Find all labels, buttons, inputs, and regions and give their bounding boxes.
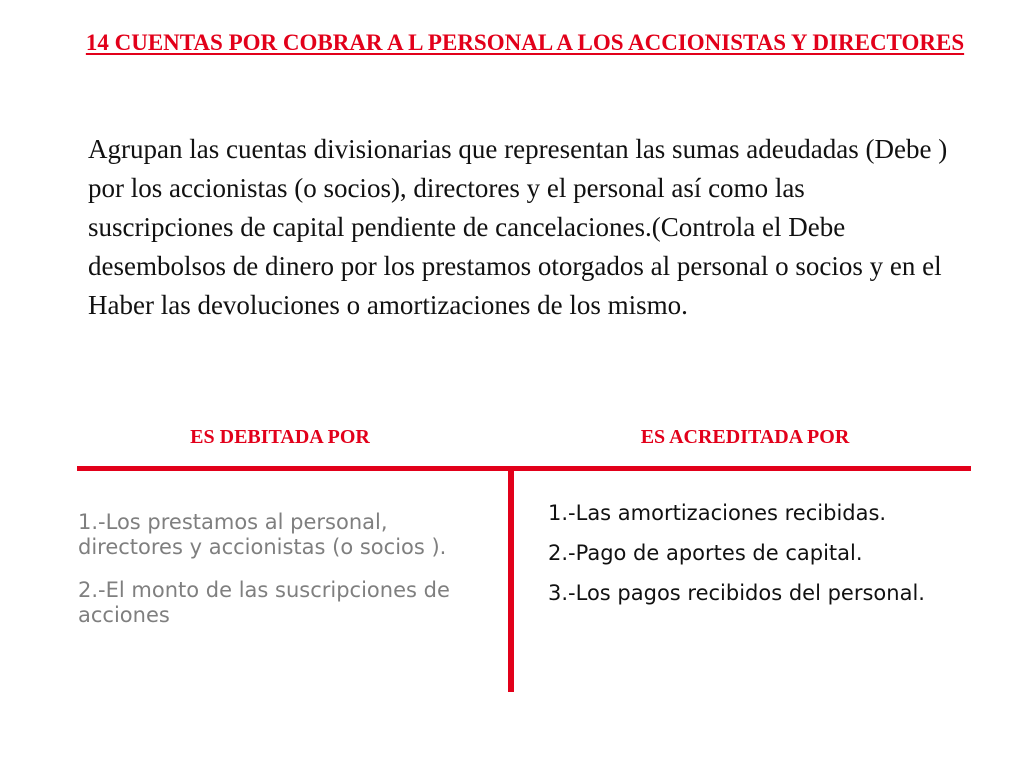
credit-item: 2.-Pago de aportes de capital. — [548, 541, 863, 565]
t-account-horizontal-line — [77, 466, 971, 471]
debit-item: 2.-El monto de las suscripciones de acciones — [78, 578, 450, 627]
slide-title: 14 CUENTAS POR COBRAR A L PERSONAL A LOS ACCIONISTAS Y DIRECTORES — [85, 30, 965, 55]
debit-item: 1.-Los prestamos al personal, directores y accionistas (o socios ). — [78, 510, 447, 559]
t-account-vertical-line — [508, 468, 514, 692]
credit-item: 3.-Los pagos recibidos del personal. — [548, 581, 925, 605]
account-description: Agrupan las cuentas divisionarias que representan las sumas adeudadas (Debe ) por los accionistas (o socios), directores y el personal así como las suscripciones de capital pendiente de cancelaciones.(Controla el Debe desembolsos de dinero por los prestamos otorgados al personal o socios y en el Haber las devoluciones o amortizaciones de los mismo. — [88, 134, 948, 320]
debit-heading: ES DEBITADA POR — [190, 426, 370, 448]
credit-heading: ES ACREDITADA POR — [640, 426, 850, 448]
credit-list — [548, 500, 988, 620]
credit-item: 1.-Las amortizaciones recibidas. — [548, 501, 887, 525]
debit-list — [78, 510, 498, 646]
